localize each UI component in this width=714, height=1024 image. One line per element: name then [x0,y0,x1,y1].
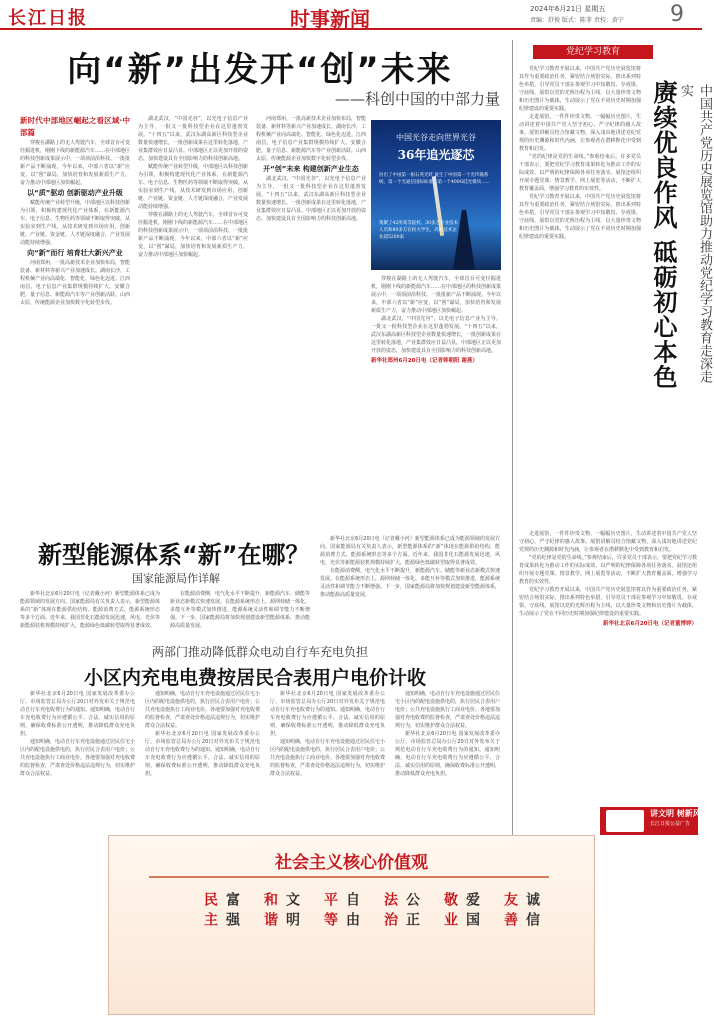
lead-paragraph: 湖北武汉，“中国光谷”，以光电子信息产业为主导，一批又一批科技型企业在这里蓬勃发展。“十四五”以来，武汉东湖高新区科技型企业数量快速增长，一批创新成果在这里转化落地，产业集群效应日益凸显。中部地区正以更加开放的姿态，加快建设具有全国影响力的科技创新高地。 [371,316,502,354]
newspaper-logo: 长江日报 [8,8,88,29]
value-pair [319,892,363,932]
lead-paragraph: 河南郑州，一批高新技术企业加快布局，智能装备、新材料等新兴产业加速成长。湖南长沙，工程机械产业向高端化、智能化、绿色化迈进。江西南昌，电子信息产业集群规模持续扩大。安徽合肥，量子信息、新能源汽车等产业创新活跃。山西太原，传统能源企业加快数字化转型步伐。 [256,116,367,162]
party-paragraph: 党纪学习教育开展以来，中国共产党历史展览馆将其作为重要政治任务，紧密结合场馆实际，推出系列特色举措，引导党员干部在参观学习中知敬畏、存戒惧、守底线。展馆以党的光辉历程为主线，以大量珍贵文物和历史图片为载体，生动展示了党在不同历史时期加强纪律建设的重要实践。 [519,66,641,112]
charging-column-3 [270,690,385,830]
charging-column-4 [395,690,500,830]
party-paragraph: “党的纪律是党的生命线。”参观结束后，许多党员干部表示，要把党纪学习教育成果转化为推动工作的实际成效，以严明的纪律保障各项任务落实。展馆还组织开展专题党课、情景教学、网上展览等活动，不断扩大教育覆盖面，增强学习教育的实效性。 [519,555,697,585]
lead-paragraph: 赋能传统产业转型升级，中部地区以科技创新为引领，积极构建现代化产业体系，在新能源汽车、电子信息、生物医药等领域不断取得突破。从实验室到生产线，从技术研发到市场应用，创新链、产业链、资金链、人才链深度融合，产业发展动能持续增强。 [20,200,131,246]
masthead [0,0,702,30]
party-vertical-headline[interactable] [646,80,712,390]
charging-paragraph: 新华社北京6月20日电 国家发展改革委办公厅、市场监管总局办公厅20日对外发布关于规范电动自行车充电收费行为的通知。通知明确，电动自行车充电收费行为应遵循公平、合法、诚实信用的原则，确保收费标准公开透明，推动降低群众充电负担。 [20,691,136,737]
lead-column-3 [256,115,366,520]
charging-paragraph: 新华社北京6月20日电 国家发展改革委办公厅、市场监管总局办公厅20日对外发布关于规范电动自行车充电收费行为的通知。通知明确，电动自行车充电收费行为应遵循公平、合法、诚实信用的原则，确保收费标准公开透明，推动降低群众充电负担。 [395,731,501,777]
party-paragraph: 走进展馆，一件件珍贵文物、一幅幅历史图片，生动讲述着中国共产党人坚守初心、严守纪律的感人故事。展馆讲解员结合馆藏文物，深入浅出地讲述党纪党规的历史渊源和时代内涵，让参观者在潜移默化中受到教育和启发。 [519,531,697,553]
lead-column-1 [20,115,130,520]
charging-kicker: 两部门推动降低群众电动自行车充电负担 [151,645,368,659]
party-column-1 [519,65,641,525]
value-item: 和谐 [262,892,278,932]
ad-subtitle: 长江日报公益广告 [650,821,691,827]
page-number: 9 [670,2,684,27]
charging-paragraph: 通知明确，电动自行车充电设施通过居民住宅小区内的配电设施供电的，执行居民合表用户电价；公共充电设施执行工商业电价。各地要加强对充电收费的监督检查，严肃查处价格违法违规行为，切实维护群众合法权益。 [20,739,136,777]
charging-paragraph: 通知明确，电动自行车充电设施通过居民住宅小区内的配电设施供电的，执行居民合表用户电价；公共充电设施执行工商业电价。各地要加强对充电收费的监督检查，严肃查处价格违法违规行为，切实维护群众合法权益。 [395,691,501,729]
party-paragraph: 党纪学习教育开展以来，中国共产党历史展览馆将其作为重要政治任务，紧密结合场馆实际，推出系列特色举措，引导党员干部在参观学习中知敬畏、存戒惧、守底线。展馆以党的光辉历程为主线，以大量珍贵文物和历史图片为载体，生动展示了党在不同历史时期加强纪律建设的重要实践。 [519,194,641,240]
charging-column-2 [145,690,260,830]
energy-subtitle: 国家能源局作详解 [132,572,220,585]
value-item: 爱国 [464,892,480,932]
value-pair [199,892,243,932]
lead-byline: 新华社郑州6月20日电（记者韩朝阳 谢燕） [371,358,478,364]
editors-credit: 责编：舒俊 版式：陈菲 责校：黄宁 [530,17,624,24]
energy-column-3 [320,535,500,638]
charging-headline[interactable]: 小区内充电电费按居民合表用户电价计收 [83,667,426,689]
value-item: 民主 [202,892,218,932]
photo-caption-big: 36年追光逐芯 [397,148,475,162]
party-byline: 新华社北京6月20日电（记者董博婷） [603,621,697,627]
core-values-banner [108,835,595,1015]
party-paragraph: “党的纪律是党的生命线。”参观结束后，许多党员干部表示，要把党纪学习教育成果转化为推动工作的实际成效，以严明的纪律保障各项任务落实。展馆还组织开展专题党课、情景教学、网上展览等活动，不断扩大教育覆盖面，增强学习教育的实效性。 [519,154,641,192]
party-paragraph: 走进展馆，一件件珍贵文物、一幅幅历史图片，生动讲述着中国共产党人坚守初心、严守纪律的感人故事。展馆讲解员结合馆藏文物，深入浅出地讲述党纪党规的历史渊源和时代内涵，让参观者在潜移默化中受到教育和启发。 [519,114,641,152]
charging-paragraph: 新华社北京6月20日电 国家发展改革委办公厅、市场监管总局办公厅20日对外发布关于规范电动自行车充电收费行为的通知。通知明确，电动自行车充电收费行为应遵循公平、合法、诚实信用的原则，确保收费标准公开透明，推动降低群众充电负担。 [270,691,386,737]
value-item: 友善 [502,892,518,932]
energy-paragraph: 在能源消费侧，电气化水平不断提升，新能源汽车、储能等新业态新模式快速发展。在能源系统形态上，源网荷储一体化、多能互补等模式加快推进，能源系统灵活性和调节能力不断增强。下一步，国家能源局将加快规划建设新型能源体系，推动能源高质量发展。 [320,568,501,598]
value-pair [259,892,303,932]
photo-fact-1: 拉出了中国第一根石英光纤 诞生了中国第一个光传输系统、第一个光通信国际标准、第一个400G硅光模块…… [379,173,491,185]
ad-title: 讲文明 树新风 [650,809,701,818]
party-column-2 [519,530,697,800]
lead-section-heading: 以“质”驱动 创新驱动产业升级 [27,189,123,197]
charging-column-1 [20,690,135,830]
lead-column-4 [371,275,501,520]
section-title: 时事新闻 [290,7,370,31]
value-item: 公正 [404,892,420,932]
photo-fact-2: 集聚了42所高等院校、30多万专业技术人员和80多万在校大学生，高新技术企业超5200家 [379,221,458,240]
lead-paragraph: 穿梭在湖路上的无人驾驶汽车，全球首台可变径掘进机，刚刚下线的新能源汽车……在中部地区的科技创新成果展示中，一项项前沿科技、一批批新产品不断涌现。今年以来，中部六省以“新”应变，以“创”谋局，加快培育和发展新质生产力，奋力推动中部地区加快崛起。 [371,276,502,314]
charging-paragraph: 新华社北京6月20日电 国家发展改革委办公厅、市场监管总局办公厅20日对外发布关于规范电动自行车充电收费行为的通知。通知明确，电动自行车充电收费行为应遵循公平、合法、诚实信用的原则，确保收费标准公开透明，推动降低群众充电负担。 [145,731,261,777]
charging-paragraph: 通知明确，电动自行车充电设施通过居民住宅小区内的配电设施供电的，执行居民合表用户电价；公共充电设施执行工商业电价。各地要加强对充电收费的监督检查，严肃查处价格违法违规行为，切实维护群众合法权益。 [145,691,261,729]
party-subheadline: 中国共产党历史展览馆助力推动党纪学习教育走深走实 [678,84,712,383]
lead-section-heading: 向“新”而行 培育壮大新兴产业 [27,249,123,257]
energy-column-1 [20,590,160,638]
lead-headline[interactable]: 向“新”出发开“创”未来 [67,50,453,90]
value-item: 自由 [344,892,360,932]
lead-paragraph: 赋能传统产业转型升级，中部地区以科技创新为引领，积极构建现代化产业体系，在新能源汽车、电子信息、生物医药等领域不断取得突破。从实验室到生产线，从技术研发到市场应用，创新链、产业链、资金链、人才链深度融合，产业发展动能持续增强。 [138,164,249,210]
party-section-banner[interactable]: 党纪学习教育 [533,45,653,59]
lead-paragraph: 湖北武汉，“中国光谷”，以光电子信息产业为主导，一批又一批科技型企业在这里蓬勃发展。“十四五”以来，武汉东湖高新区科技型企业数量快速增长，一批创新成果在这里转化落地，产业集群效应日益凸显。中部地区正以更加开放的姿态，加快建设具有全国影响力的科技创新高地。 [256,176,367,222]
value-item: 富强 [224,892,240,932]
energy-paragraph: 新华社北京6月20日电（记者戴小河）新型能源体系已成为能源领域的发展方向。国家能源局有关负责人表示，新型能源体系的“新”体现在能源供给结构、能源消费方式、能源系统形态等多个方面。近年来，我国非化石能源发展迅速，风电、光伏等新能源装机规模持续扩大，能源绿色低碳转型取得显著成效。 [320,536,500,566]
lead-section-heading: 开“创”未来 构建创新产业生态 [263,165,359,173]
energy-column-2 [170,590,310,638]
core-values-title: 社会主义核心价值观 [275,853,428,873]
value-item: 平等 [322,892,338,932]
energy-headline[interactable]: 新型能源体系“新”在哪？ [38,541,310,569]
party-headline: 赓续优良作风 砥砺初心本色 [649,80,677,390]
value-pair [499,892,543,932]
lead-paragraph: 穿梭在湖路上的无人驾驶汽车，全球首台可变径掘进机，刚刚下线的新能源汽车……在中部地区的科技创新成果展示中，一项项前沿科技、一批批新产品不断涌现。今年以来，中部六省以“新”应变，以“创”谋局，加快培育和发展新质生产力，奋力推动中部地区加快崛起。 [138,212,249,258]
charging-paragraph: 通知明确，电动自行车充电设施通过居民住宅小区内的配电设施供电的，执行居民合表用户电价；公共充电设施执行工商业电价。各地要加强对充电收费的监督检查，严肃查处价格违法违规行为，切实维护群众合法权益。 [270,739,386,777]
lead-paragraph: 河南郑州，一批高新技术企业加快布局，智能装备、新材料等新兴产业加速成长。湖南长沙，工程机械产业向高端化、智能化、绿色化迈进。江西南昌，电子信息产业集群规模持续扩大。安徽合肥，量子信息、新能源汽车等产业创新活跃。山西太原，传统能源企业加快数字化转型步伐。 [20,260,131,306]
ad-logo-icon [606,810,644,832]
energy-paragraph: 在能源消费侧，电气化水平不断提升，新能源汽车、储能等新业态新模式快速发展。在能源系统形态上，源网荷储一体化、多能互补等模式加快推进，能源系统灵活性和调节能力不断增强。下一步，国家能源局将加快规划建设新型能源体系，推动能源高质量发展。 [170,591,311,629]
value-pair [379,892,423,932]
energy-paragraph: 新华社北京6月20日电（记者戴小河）新型能源体系已成为能源领域的发展方向。国家能源局有关负责人表示，新型能源体系的“新”体现在能源供给结构、能源消费方式、能源系统形态等多个方面。近年来，我国非化石能源发展迅速，风电、光伏等新能源装机规模持续扩大，能源绿色低碳转型取得显著成效。 [20,591,161,629]
decorative-divider [149,876,549,878]
lead-paragraph: 穿梭在湖路上的无人驾驶汽车，全球首台可变径掘进机，刚刚下线的新能源汽车……在中部地区的科技创新成果展示中，一项项前沿科技、一批批新产品不断涌现。今年以来，中部六省以“新”应变，以“创”谋局，加快培育和发展新质生产力，奋力推动中部地区加快崛起。 [20,140,131,186]
lead-paragraph: 湖北武汉，“中国光谷”，以光电子信息产业为主导，一批又一批科技型企业在这里蓬勃发展。“十四五”以来，武汉东湖高新区科技型企业数量快速增长，一批创新成果在这里转化落地，产业集群效应日益凸显。中部地区正以更加开放的姿态，加快建设具有全国影响力的科技创新高地。 [138,116,249,162]
value-item: 文明 [284,892,300,932]
value-item: 诚信 [524,892,540,932]
issue-date: 2024年6月21日 星期五 [530,5,606,13]
party-paragraph: 党纪学习教育开展以来，中国共产党历史展览馆将其作为重要政治任务，紧密结合场馆实际，推出系列特色举措，引导党员干部在参观学习中知敬畏、存戒惧、守底线。展馆以党的光辉历程为主线，以大量珍贵文物和历史图片为载体，生动展示了党在不同历史时期加强纪律建设的重要实践。 [519,587,697,617]
column-divider [512,40,513,850]
lead-subtitle: ——科创中国的中部力量 [334,90,500,108]
value-pair [439,892,483,932]
lead-kicker: 新时代中部地区崛起之看区域·中部篇 [20,116,130,137]
lead-column-2 [138,115,248,520]
optics-valley-photo[interactable] [371,120,501,270]
value-item: 敬业 [442,892,458,932]
photo-caption-small: 中国光谷走向世界光谷 [396,133,476,142]
value-item: 法治 [382,892,398,932]
